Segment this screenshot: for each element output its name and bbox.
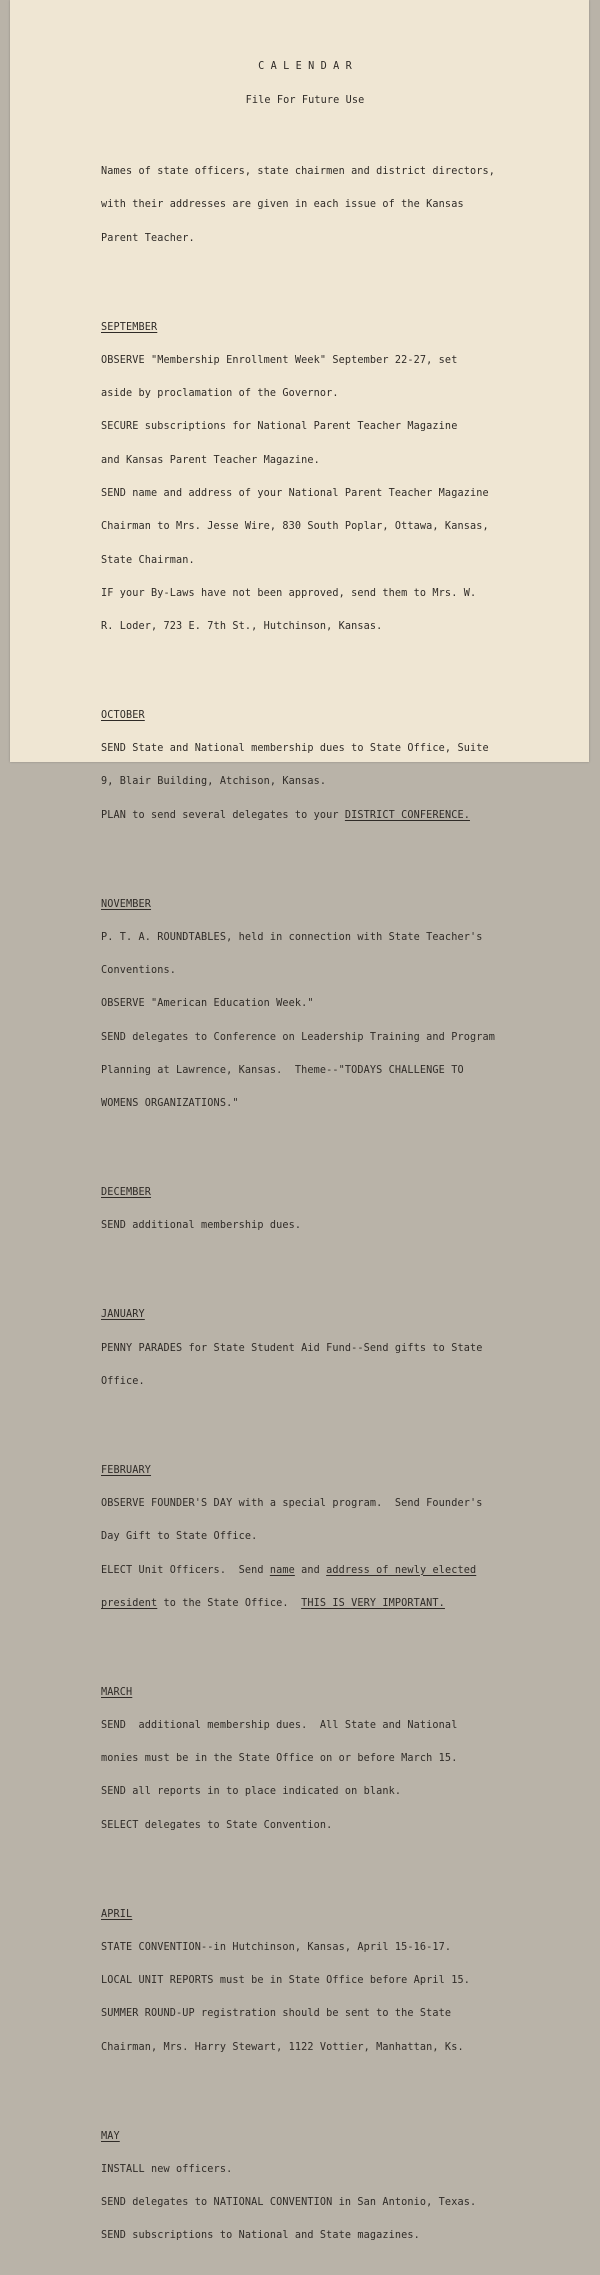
- month-heading-february: FEBRUARY: [101, 1464, 152, 1476]
- september-item: OBSERVE "Membership Enrollment Week" September 22-27, set: [101, 354, 458, 366]
- march-item: SELECT delegates to State Convention.: [101, 1819, 333, 1831]
- spacer: [101, 1853, 551, 1864]
- november-item: WOMENS ORGANIZATIONS.": [101, 1098, 239, 1110]
- spacer: [101, 654, 551, 665]
- may-item: SEND delegates to NATIONAL CONVENTION in San Antonio, Texas.: [101, 2197, 477, 2209]
- november-item: OBSERVE "American Education Week.": [101, 998, 314, 1010]
- april-item: STATE CONVENTION--in Hutchinson, Kansas, April 15-16-17.: [101, 1941, 452, 1953]
- month-heading-october: OCTOBER: [101, 709, 145, 721]
- november-item: P. T. A. ROUNDTABLES, held in connection with State Teacher's: [101, 931, 483, 943]
- february-item: ELECT Unit Officers. Send name and address of newly elected: [101, 1564, 477, 1576]
- spacer: [101, 843, 551, 854]
- may-item: INSTALL new officers.: [101, 2163, 233, 2175]
- intro-line: with their addresses are given in each issue of the Kansas: [101, 199, 464, 211]
- september-item: SECURE subscriptions for National Parent Teacher Magazine: [101, 421, 458, 433]
- spacer: [101, 128, 551, 133]
- month-heading-september: SEPTEMBER: [101, 321, 158, 333]
- september-item: Chairman to Mrs. Jesse Wire, 830 South Poplar, Ottawa, Kansas,: [101, 521, 489, 533]
- spacer: [101, 1254, 551, 1265]
- february-item: president to the State Office. THIS IS VERY IMPORTANT.: [101, 1597, 445, 1609]
- september-item: and Kansas Parent Teacher Magazine.: [101, 454, 320, 466]
- spacer: [101, 1631, 551, 1642]
- march-item: SEND all reports in to place indicated on blank.: [101, 1786, 402, 1798]
- january-item: PENNY PARADES for State Student Aid Fund--Send gifts to State: [101, 1342, 483, 1354]
- november-item: Conventions.: [101, 965, 177, 977]
- april-item: SUMMER ROUND-UP registration should be sent to the State: [101, 2008, 452, 2020]
- document-page: [10, 0, 589, 2242]
- spacer: [101, 1132, 551, 1143]
- may-item: SEND subscriptions to National and State magazines.: [101, 2230, 420, 2242]
- month-heading-december: DECEMBER: [101, 1187, 152, 1199]
- october-item: PLAN to send several delegates to your DISTRICT CONFERENCE.: [101, 809, 470, 821]
- spacer: [101, 266, 551, 277]
- december-item: SEND additional membership dues.: [101, 1220, 302, 1232]
- september-item: State Chairman.: [101, 554, 195, 566]
- page-subtitle: File For Future Use: [245, 94, 365, 106]
- september-item: SEND name and address of your National Parent Teacher Magazine: [101, 487, 489, 499]
- september-item: aside by proclamation of the Governor.: [101, 388, 339, 400]
- november-item: Planning at Lawrence, Kansas. Theme--"TODAYS CHALLENGE TO: [101, 1065, 464, 1076]
- february-item: Day Gift to State Office.: [101, 1531, 258, 1543]
- january-item: Office.: [101, 1375, 145, 1387]
- november-item: SEND delegates to Conference on Leadership Training and Program: [101, 1031, 495, 1043]
- october-item: SEND State and National membership dues to State Office, Suite: [101, 743, 489, 755]
- month-heading-november: NOVEMBER: [101, 898, 152, 910]
- february-item: OBSERVE FOUNDER'S DAY with a special program. Send Founder's: [101, 1497, 483, 1509]
- intro-line: Parent Teacher.: [101, 232, 195, 244]
- month-heading-may: MAY: [101, 2130, 120, 2142]
- april-item: LOCAL UNIT REPORTS must be in State Office before April 15.: [101, 1975, 470, 1987]
- march-item: monies must be in the State Office on or before March 15.: [101, 1753, 458, 1765]
- spacer: [101, 1409, 551, 1420]
- month-heading-march: MARCH: [101, 1686, 133, 1698]
- month-heading-april: APRIL: [101, 1908, 133, 1920]
- april-item: Chairman, Mrs. Harry Stewart, 1122 Vottier, Manhattan, Ks.: [101, 2041, 464, 2053]
- month-heading-january: JANUARY: [101, 1309, 145, 1321]
- page-title: C A L E N D A R: [258, 61, 352, 73]
- calendar-text: [101, 28, 551, 2275]
- march-item: SEND additional membership dues. All State and National: [101, 1719, 458, 1731]
- intro-line: Names of state officers, state chairmen and district directors,: [101, 166, 495, 178]
- october-item: 9, Blair Building, Atchison, Kansas.: [101, 776, 327, 788]
- september-item: R. Loder, 723 E. 7th St., Hutchinson, Kansas.: [101, 621, 383, 633]
- very-important-underlined: THIS IS VERY IMPORTANT.: [301, 1597, 445, 1609]
- september-item: IF your By-Laws have not been approved, send them to Mrs. W.: [101, 587, 477, 599]
- spacer: [101, 2075, 551, 2086]
- district-conference-underlined: DISTRICT CONFERENCE.: [344, 809, 470, 821]
